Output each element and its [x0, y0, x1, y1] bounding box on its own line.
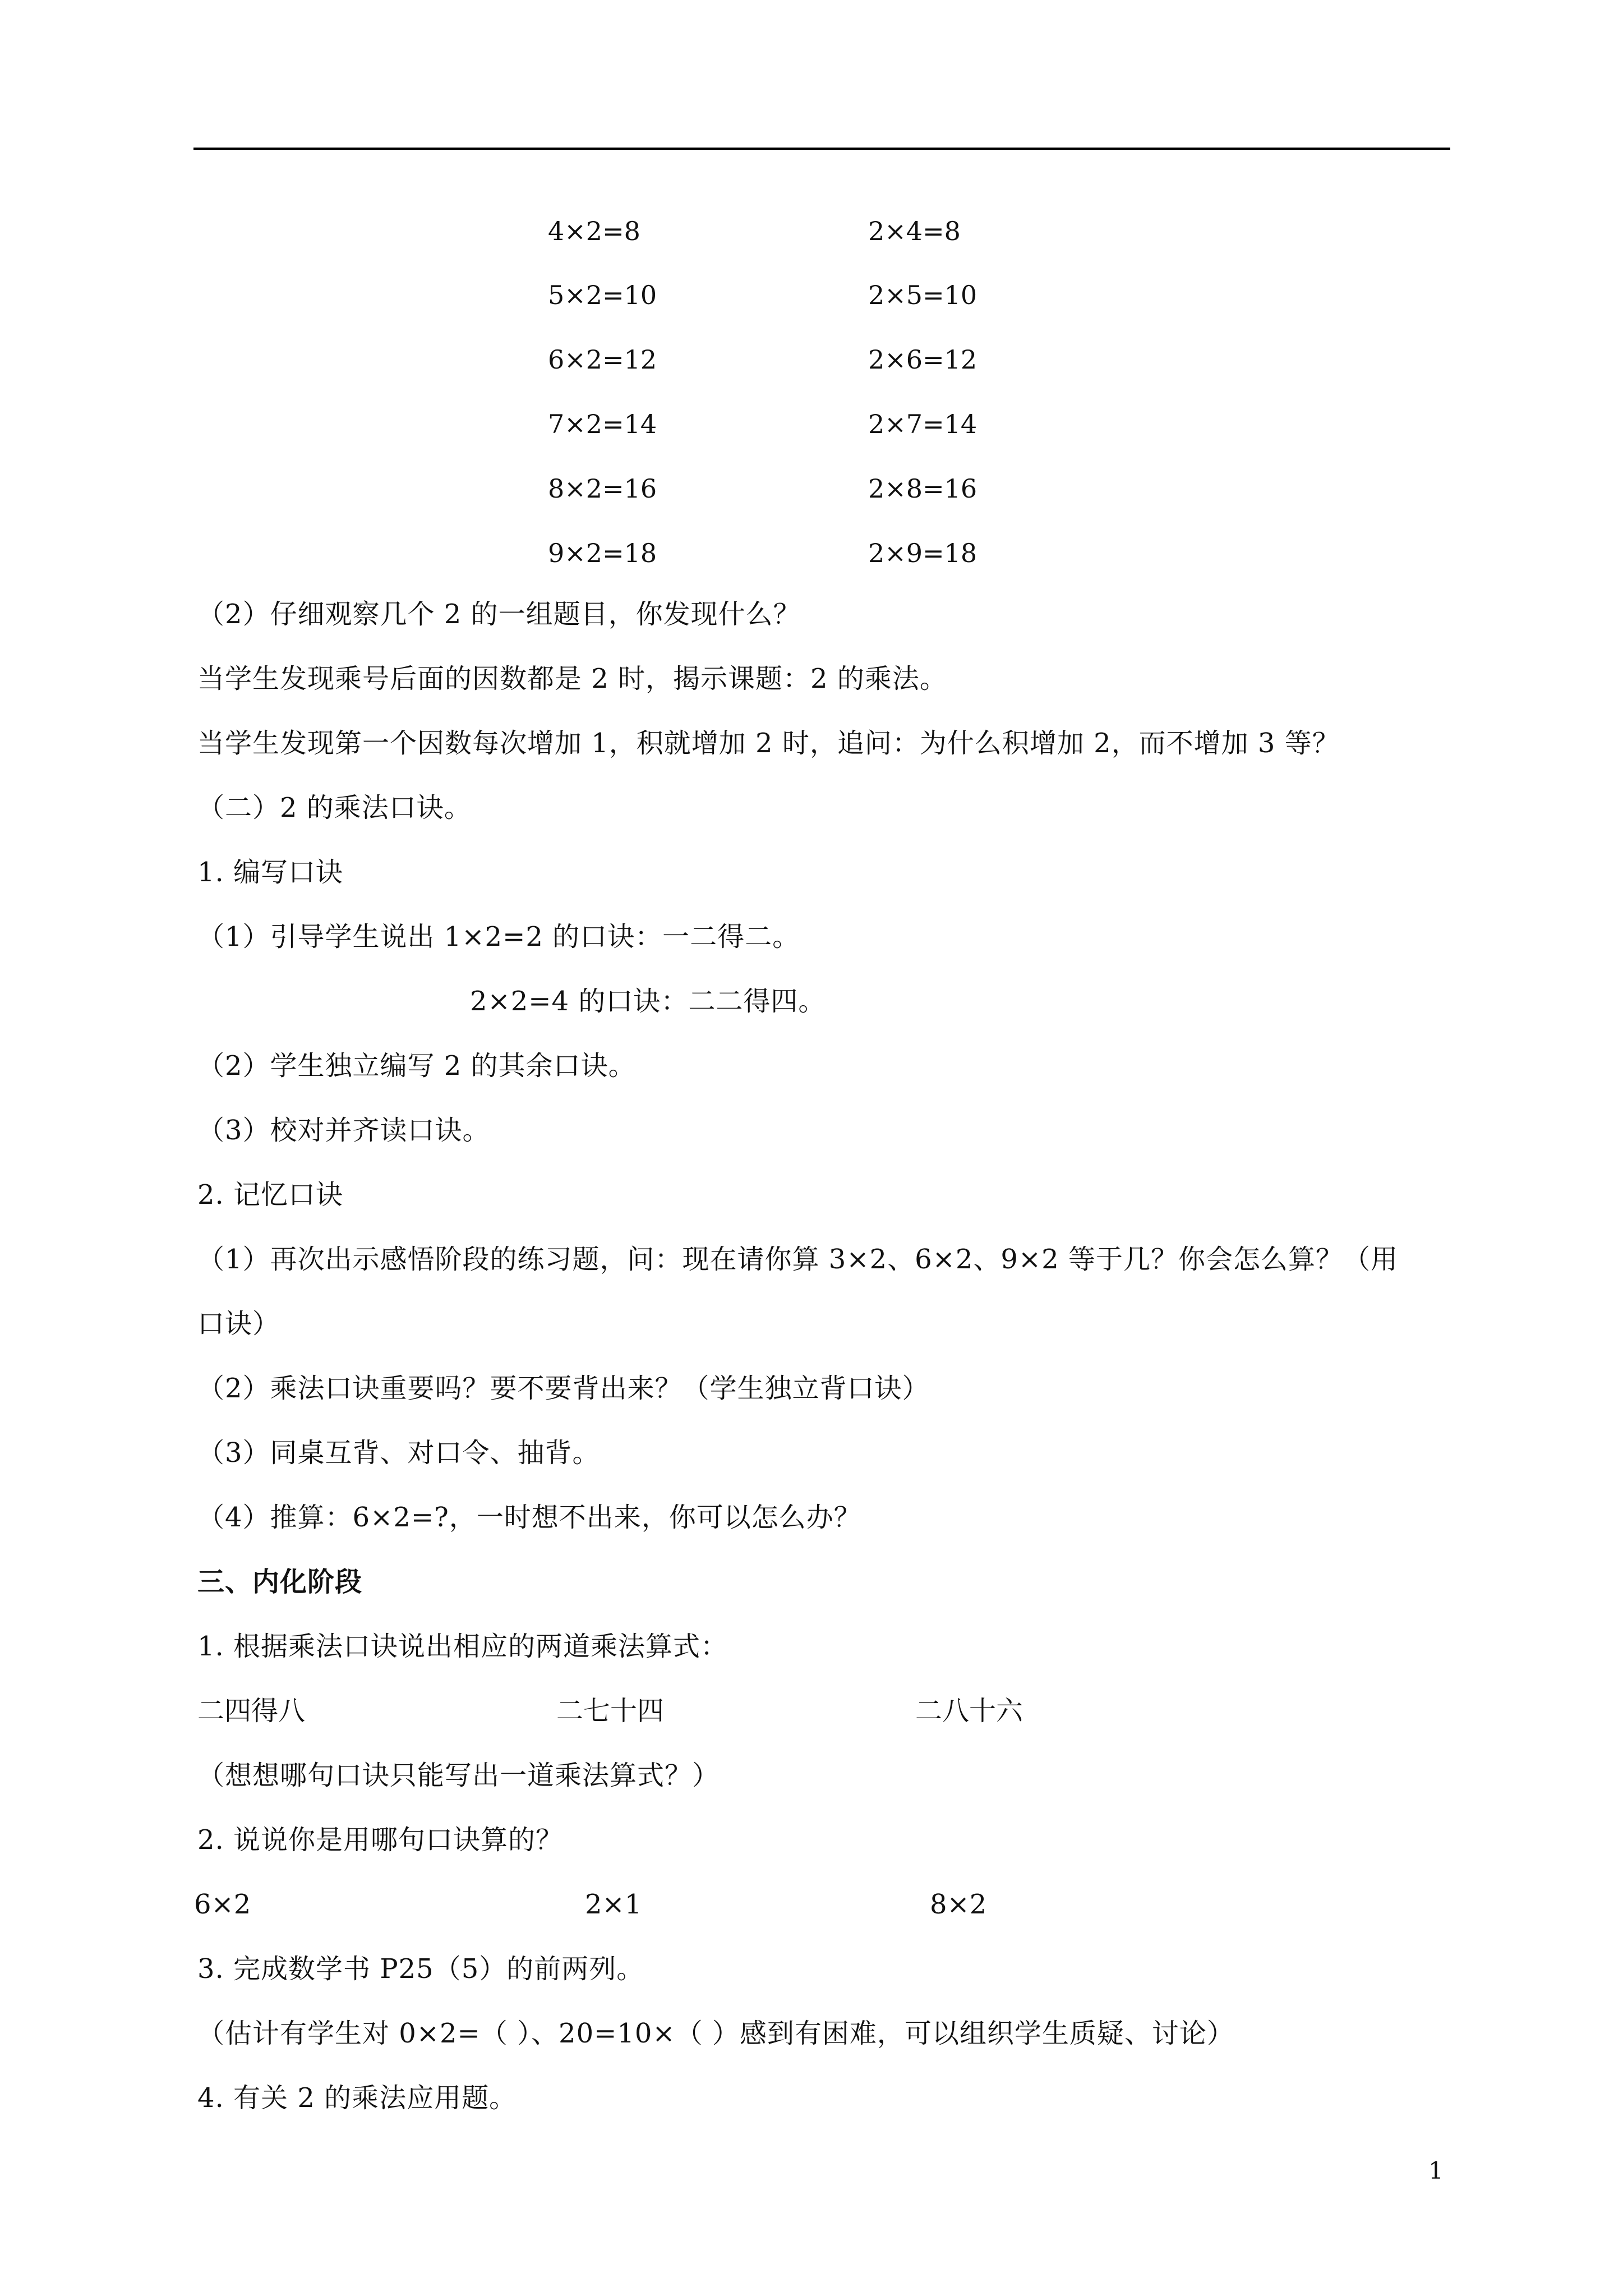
exercise-1-item-2: 二七十四	[556, 1695, 665, 1727]
equation-left-1: 4×2=8	[548, 216, 640, 246]
exercise-1-note: （想想哪句口诀只能写出一道乘法算式？）	[197, 1760, 720, 1791]
equation-right-6: 2×9=18	[868, 538, 978, 568]
equation-left-6: 9×2=18	[548, 538, 657, 568]
equation-right-5: 2×8=16	[868, 473, 978, 504]
exercise-2-item-2: 2×1	[585, 1889, 642, 1920]
step-2-2: （2）乘法口诀重要吗？要不要背出来？（学生独立背口诀）	[197, 1373, 930, 1404]
paragraph-observe: （2）仔细观察几个 2 的一组题目，你发现什么？	[197, 599, 801, 630]
step-1-1: （1）引导学生说出 1×2=2 的口诀：一二得二。	[197, 921, 800, 953]
equation-left-4: 7×2=14	[548, 409, 657, 439]
paragraph-follow-up: 当学生发现第一个因数每次增加 1，积就增加 2 时，追问：为什么积增加 2，而不增加 3 等？	[197, 728, 1340, 759]
equation-left-2: 5×2=10	[548, 280, 657, 310]
exercise-3: 3. 完成数学书 P25（5）的前两列。	[197, 1953, 644, 1985]
step-1-write-rhyme: 1. 编写口诀	[197, 857, 344, 888]
step-2-4: （4）推算：6×2=?，一时想不出来，你可以怎么办？	[197, 1502, 861, 1533]
step-1-3: （3）校对并齐读口诀。	[197, 1115, 490, 1146]
equation-left-3: 6×2=12	[548, 344, 657, 375]
exercise-2-item-1: 6×2	[194, 1889, 251, 1920]
step-1-1-continued: 2×2=4 的口诀：二二得四。	[470, 986, 826, 1017]
equation-right-1: 2×4=8	[868, 216, 961, 246]
step-2-3: （3）同桌互背、对口令、抽背。	[197, 1437, 600, 1469]
equation-left-5: 8×2=16	[548, 473, 657, 504]
step-2-memorize: 2. 记忆口诀	[197, 1179, 344, 1211]
page-number: 1	[1428, 2157, 1444, 2184]
section-heading-internalize: 三、内化阶段	[197, 1566, 363, 1598]
exercise-1: 1. 根据乘法口诀说出相应的两道乘法算式：	[197, 1631, 728, 1662]
exercise-4: 4. 有关 2 的乘法应用题。	[197, 2082, 517, 2114]
step-2-1-continued: 口诀）	[197, 1308, 280, 1340]
exercise-3-note: （估计有学生对 0×2=（ ）、20=10×（ ）感到有困难，可以组织学生质疑、讨论）	[197, 2018, 1234, 2049]
equation-right-3: 2×6=12	[868, 344, 978, 375]
step-2-1: （1）再次出示感悟阶段的练习题，问：现在请你算 3×2、6×2、9×2 等于几？你会怎么算？（用	[197, 1244, 1398, 1275]
paragraph-reveal-topic: 当学生发现乘号后面的因数都是 2 时，揭示课题：2 的乘法。	[197, 663, 947, 694]
subsection-title-rhyme: （二）2 的乘法口诀。	[197, 792, 472, 823]
exercise-1-item-1: 二四得八	[197, 1695, 306, 1727]
equation-right-4: 2×7=14	[868, 409, 978, 439]
exercise-2: 2. 说说你是用哪句口诀算的？	[197, 1824, 564, 1856]
header-rule	[193, 148, 1450, 150]
step-1-2: （2）学生独立编写 2 的其余口诀。	[197, 1050, 636, 1082]
equation-right-2: 2×5=10	[868, 280, 978, 310]
exercise-2-item-3: 8×2	[930, 1889, 987, 1920]
exercise-1-item-3: 二八十六	[915, 1695, 1023, 1727]
